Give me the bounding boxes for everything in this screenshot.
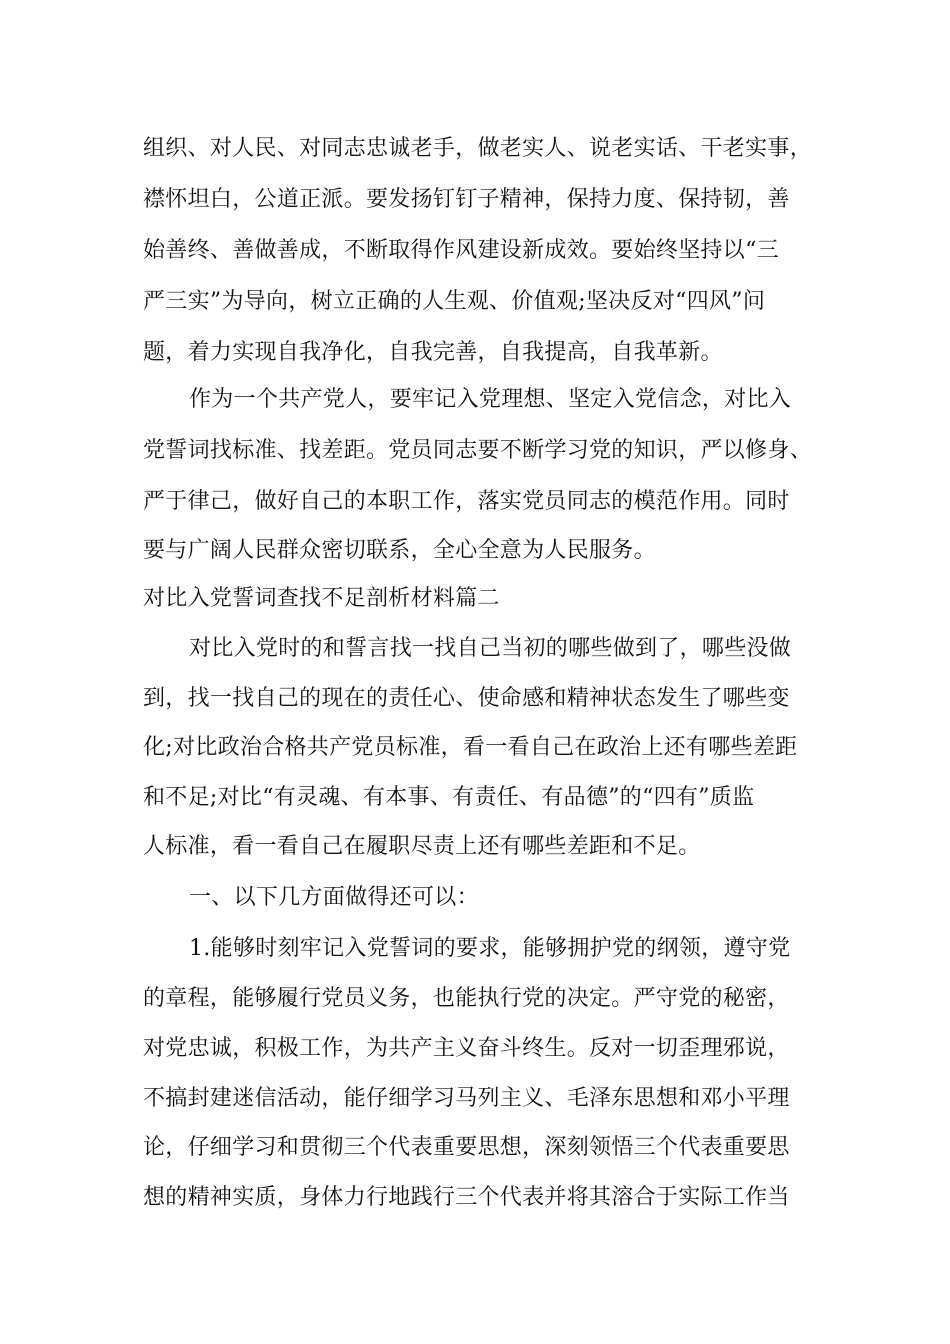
section-heading: 对比入党誓词查找不足剖析材料篇二 bbox=[143, 586, 500, 611]
text-line: 人标准，看一看自己在履职尽责上还有哪些差距和不足。 bbox=[143, 834, 701, 859]
text-line: 和不足;对比“有灵魂、有本事、有责任、有品德”的“四有”质监 bbox=[143, 785, 755, 810]
text-line: 襟怀坦白，公道正派。要发扬钉钉子精神，保持力度、保持韧，善 bbox=[143, 187, 790, 212]
text-line: 始善终、善做善成，不断取得作风建设新成效。要始终坚持以“三 bbox=[143, 238, 779, 263]
paragraph-first-line: 1.能够时刻牢记入党誓词的要求，能够拥护党的纲领，遵守党 bbox=[189, 936, 791, 961]
text-line: 严三实”为导向，树立正确的人生观、价值观;坚决反对“四风”问 bbox=[143, 289, 766, 314]
text-line: 要与广阔人民群众密切联系，全心全意为人民服务。 bbox=[143, 538, 656, 563]
paragraph-first-line: 作为一个共产党人，要牢记入党理想、坚定入党信念，对比入 bbox=[189, 387, 792, 412]
text-line: 的章程，能够履行党员义务，也能执行党的决定。严守党的秘密， bbox=[143, 986, 790, 1011]
text-line: 到，找一找自己的现在的责任心、使命感和精神状态发生了哪些变 bbox=[143, 686, 790, 711]
text-line: 党誓词找标准、找差距。党员同志要不断学习党的知识，严以修身、 bbox=[143, 438, 813, 463]
text-line: 化;对比政治合格共产党员标准，看一看自己在政治上还有哪些差距 bbox=[143, 735, 798, 760]
subheading: 一、以下几方面做得还可以： bbox=[189, 885, 479, 910]
text-line: 对党忠诚，积极工作，为共产主义奋斗终生。反对一切歪理邪说， bbox=[143, 1036, 790, 1061]
text-line: 题，着力实现自我净化，自我完善，自我提高，自我革新。 bbox=[143, 340, 723, 365]
text-line: 组织、对人民、对同志忠诚老手，做老实人、说老实话、干老实事， bbox=[143, 136, 813, 161]
text-line: 想的精神实质，身体力行地践行三个代表并将其溶合于实际工作当 bbox=[143, 1185, 790, 1210]
paragraph-first-line: 对比入党时的和誓言找一找自己当初的哪些做到了，哪些没做 bbox=[189, 636, 792, 661]
text-line: 严于律己，做好自己的本职工作，落实党员同志的模范作用。同时 bbox=[143, 489, 790, 514]
text-line: 论，仔细学习和贯彻三个代表重要思想，深刻领悟三个代表重要思 bbox=[143, 1135, 790, 1160]
text-line: 不搞封建迷信活动，能仔细学习马列主义、毛泽东思想和邓小平理 bbox=[143, 1086, 790, 1111]
